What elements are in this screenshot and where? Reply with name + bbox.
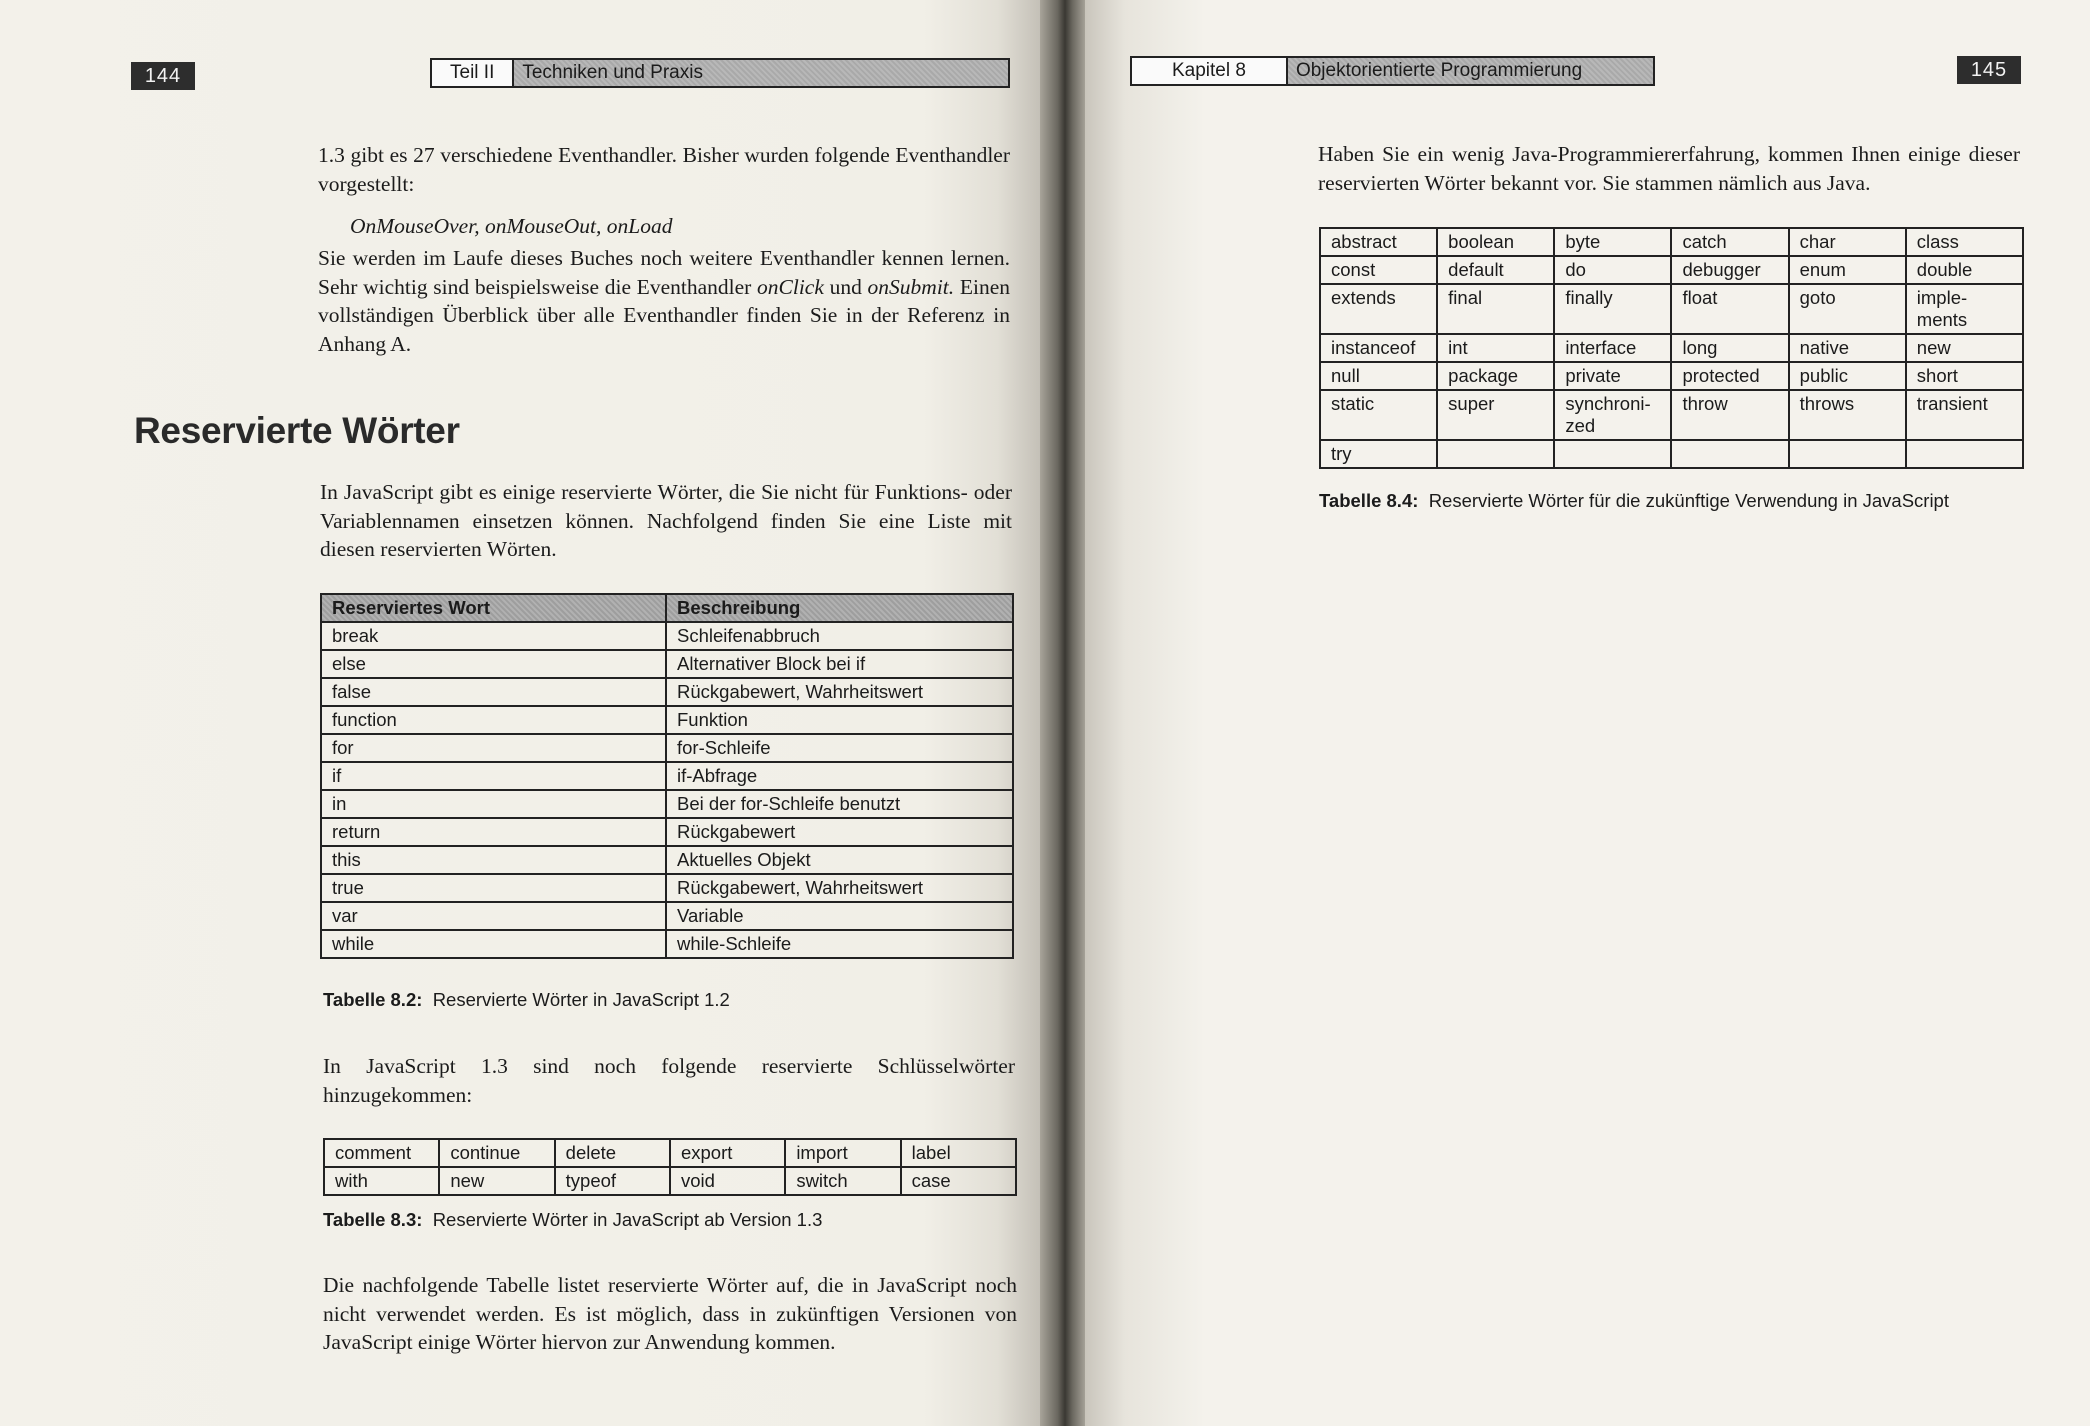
page-number-right: 145 (1957, 56, 2021, 84)
table-row (321, 846, 1013, 874)
reserved-words-table-82 (320, 593, 1014, 959)
eventhandler-paragraph: Sie werden im Laufe dieses Buches noch weitere Eventhandler kennen lernen. Sehr wichtig sind beispielsweise die Eventhandler onClick und onSubmit. Einen vollständigen Überblick über alle Eventhandler finden Sie in der Referenz in Anhang A. (318, 246, 1011, 356)
table-cell: super (1437, 390, 1554, 440)
handlers-line: OnMouseOver, onMouseOut, onLoad (350, 214, 673, 238)
table-row (324, 1167, 1016, 1195)
table-cell: debugger (1671, 256, 1788, 284)
page-number-left: 144 (131, 62, 195, 90)
table-cell: const (1320, 256, 1437, 284)
table-cell: synchroni- zed (1554, 390, 1671, 440)
table-cell (1671, 440, 1788, 468)
section-heading: Reservierte Wörter (134, 410, 460, 451)
table-header: Reserviertes Wort (321, 594, 666, 622)
table-cell: export (670, 1139, 785, 1167)
table-cell: long (1671, 334, 1788, 362)
table-cell: false (321, 678, 666, 706)
table-row (1320, 228, 2023, 256)
intro-paragraph: 1.3 gibt es 27 verschiedene Eventhandler. Bisher wurden folgende Eventhandler vorgestellt: (318, 143, 1010, 196)
table-cell: throws (1789, 390, 1906, 440)
table-cell: Alternativer Block bei if (666, 650, 1013, 678)
table-cell: static (1320, 390, 1437, 440)
table-cell: label (901, 1139, 1016, 1167)
js13-paragraph: In JavaScript 1.3 sind noch folgende reservierte Schlüsselwörter hinzugekommen: (323, 1054, 1015, 1107)
table-cell: class (1906, 228, 2023, 256)
table-cell: native (1789, 334, 1906, 362)
table-cell: true (321, 874, 666, 902)
header-title: Objektorientierte Programmierung (1288, 58, 1653, 84)
table-cell: Rückgabewert (666, 818, 1013, 846)
table-cell: for (321, 734, 666, 762)
table-row (321, 650, 1013, 678)
table-row (321, 790, 1013, 818)
table-cell: for-Schleife (666, 734, 1013, 762)
caption-82: Tabelle 8.2: Reservierte Wörter in JavaScript 1.2 (323, 989, 730, 1010)
table-cell: if-Abfrage (666, 762, 1013, 790)
table-cell: Rückgabewert, Wahrheitswert (666, 678, 1013, 706)
table-cell: function (321, 706, 666, 734)
table-row (321, 706, 1013, 734)
caption-83: Tabelle 8.3: Reservierte Wörter in JavaScript ab Version 1.3 (323, 1209, 823, 1230)
table-cell: Schleifenabbruch (666, 622, 1013, 650)
table-row (1320, 390, 2023, 440)
running-header-left (430, 58, 1010, 88)
table-row (321, 818, 1013, 846)
table-cell: while-Schleife (666, 930, 1013, 958)
table-cell (1789, 440, 1906, 468)
table-cell: new (439, 1167, 554, 1195)
table-row (321, 762, 1013, 790)
table-cell (1437, 440, 1554, 468)
table-cell: comment (324, 1139, 439, 1167)
table-cell: float (1671, 284, 1788, 334)
table-cell: goto (1789, 284, 1906, 334)
right-page (1085, 0, 2090, 1426)
table-cell: Funktion (666, 706, 1013, 734)
table-cell: short (1906, 362, 2023, 390)
table-cell: typeof (555, 1167, 670, 1195)
table-cell: public (1789, 362, 1906, 390)
table-cell: imple- ments (1906, 284, 2023, 334)
table-cell: Rückgabewert, Wahrheitswert (666, 874, 1013, 902)
future-reserved-words-table-84 (1319, 227, 2024, 469)
java-paragraph: Haben Sie ein wenig Java-Programmiererfahrung, kommen Ihnen einige dieser reservierten Wörter bekannt vor. Sie stammen nämlich aus Java. (1318, 142, 2020, 195)
table-cell: interface (1554, 334, 1671, 362)
table-cell: import (785, 1139, 900, 1167)
table-cell: break (321, 622, 666, 650)
table-cell: transient (1906, 390, 2023, 440)
table-cell: finally (1554, 284, 1671, 334)
header-title: Techniken und Praxis (514, 60, 1008, 86)
reserved-words-table-83 (323, 1138, 1017, 1196)
table-cell: throw (1671, 390, 1788, 440)
table-cell: abstract (1320, 228, 1437, 256)
table-cell: new (1906, 334, 2023, 362)
table-cell: instanceof (1320, 334, 1437, 362)
table-cell: protected (1671, 362, 1788, 390)
caption-84: Tabelle 8.4: Reservierte Wörter für die zukünftige Verwendung in JavaScript (1319, 490, 1949, 511)
table-row (324, 1139, 1016, 1167)
table-row (1320, 362, 2023, 390)
table-row (321, 902, 1013, 930)
table-cell: try (1320, 440, 1437, 468)
closing-paragraph: Die nachfolgende Tabelle listet reservierte Wörter auf, die in JavaScript noch nicht verwendet werden. Es ist möglich, dass in zukünftigen Versionen von JavaScript einige Wörter hiervon zur Anwendung kommen. (323, 1273, 1017, 1354)
table-cell: this (321, 846, 666, 874)
table-cell: extends (1320, 284, 1437, 334)
table-cell: switch (785, 1167, 900, 1195)
table-cell: double (1906, 256, 2023, 284)
table-header: Beschreibung (666, 594, 1013, 622)
table-cell: continue (439, 1139, 554, 1167)
header-part: Teil II (432, 60, 514, 86)
table-cell: byte (1554, 228, 1671, 256)
section-paragraph: In JavaScript gibt es einige reservierte Wörter, die Sie nicht für Funktions- oder Variablennamen einsetzen können. Nachfolgend finden Sie eine Liste mit diesen reservierten Wörten. (320, 480, 1012, 561)
header-part: Kapitel 8 (1132, 58, 1288, 84)
table-cell: default (1437, 256, 1554, 284)
table-cell: Aktuelles Objekt (666, 846, 1013, 874)
table-cell: with (324, 1167, 439, 1195)
table-cell: null (1320, 362, 1437, 390)
table-cell: catch (1671, 228, 1788, 256)
table-row (1320, 334, 2023, 362)
table-row (1320, 440, 2023, 468)
table-row (321, 874, 1013, 902)
table-row (1320, 284, 2023, 334)
table-row (321, 930, 1013, 958)
table-cell: boolean (1437, 228, 1554, 256)
table-row (321, 622, 1013, 650)
table-cell: int (1437, 334, 1554, 362)
table-row (321, 678, 1013, 706)
table-cell: private (1554, 362, 1671, 390)
table-cell: final (1437, 284, 1554, 334)
table-cell: in (321, 790, 666, 818)
table-cell: do (1554, 256, 1671, 284)
table-cell: delete (555, 1139, 670, 1167)
table-cell: return (321, 818, 666, 846)
table-cell: var (321, 902, 666, 930)
table-cell: case (901, 1167, 1016, 1195)
table-cell (1906, 440, 2023, 468)
table-row (1320, 256, 2023, 284)
table-cell: if (321, 762, 666, 790)
running-header-right (1130, 56, 1655, 86)
table-cell: enum (1789, 256, 1906, 284)
book-spine (1040, 0, 1090, 1426)
table-cell: char (1789, 228, 1906, 256)
table-cell: while (321, 930, 666, 958)
table-row (321, 734, 1013, 762)
table-cell (1554, 440, 1671, 468)
table-cell: package (1437, 362, 1554, 390)
table-cell: else (321, 650, 666, 678)
table-cell: Variable (666, 902, 1013, 930)
table-cell: Bei der for-Schleife benutzt (666, 790, 1013, 818)
table-cell: void (670, 1167, 785, 1195)
